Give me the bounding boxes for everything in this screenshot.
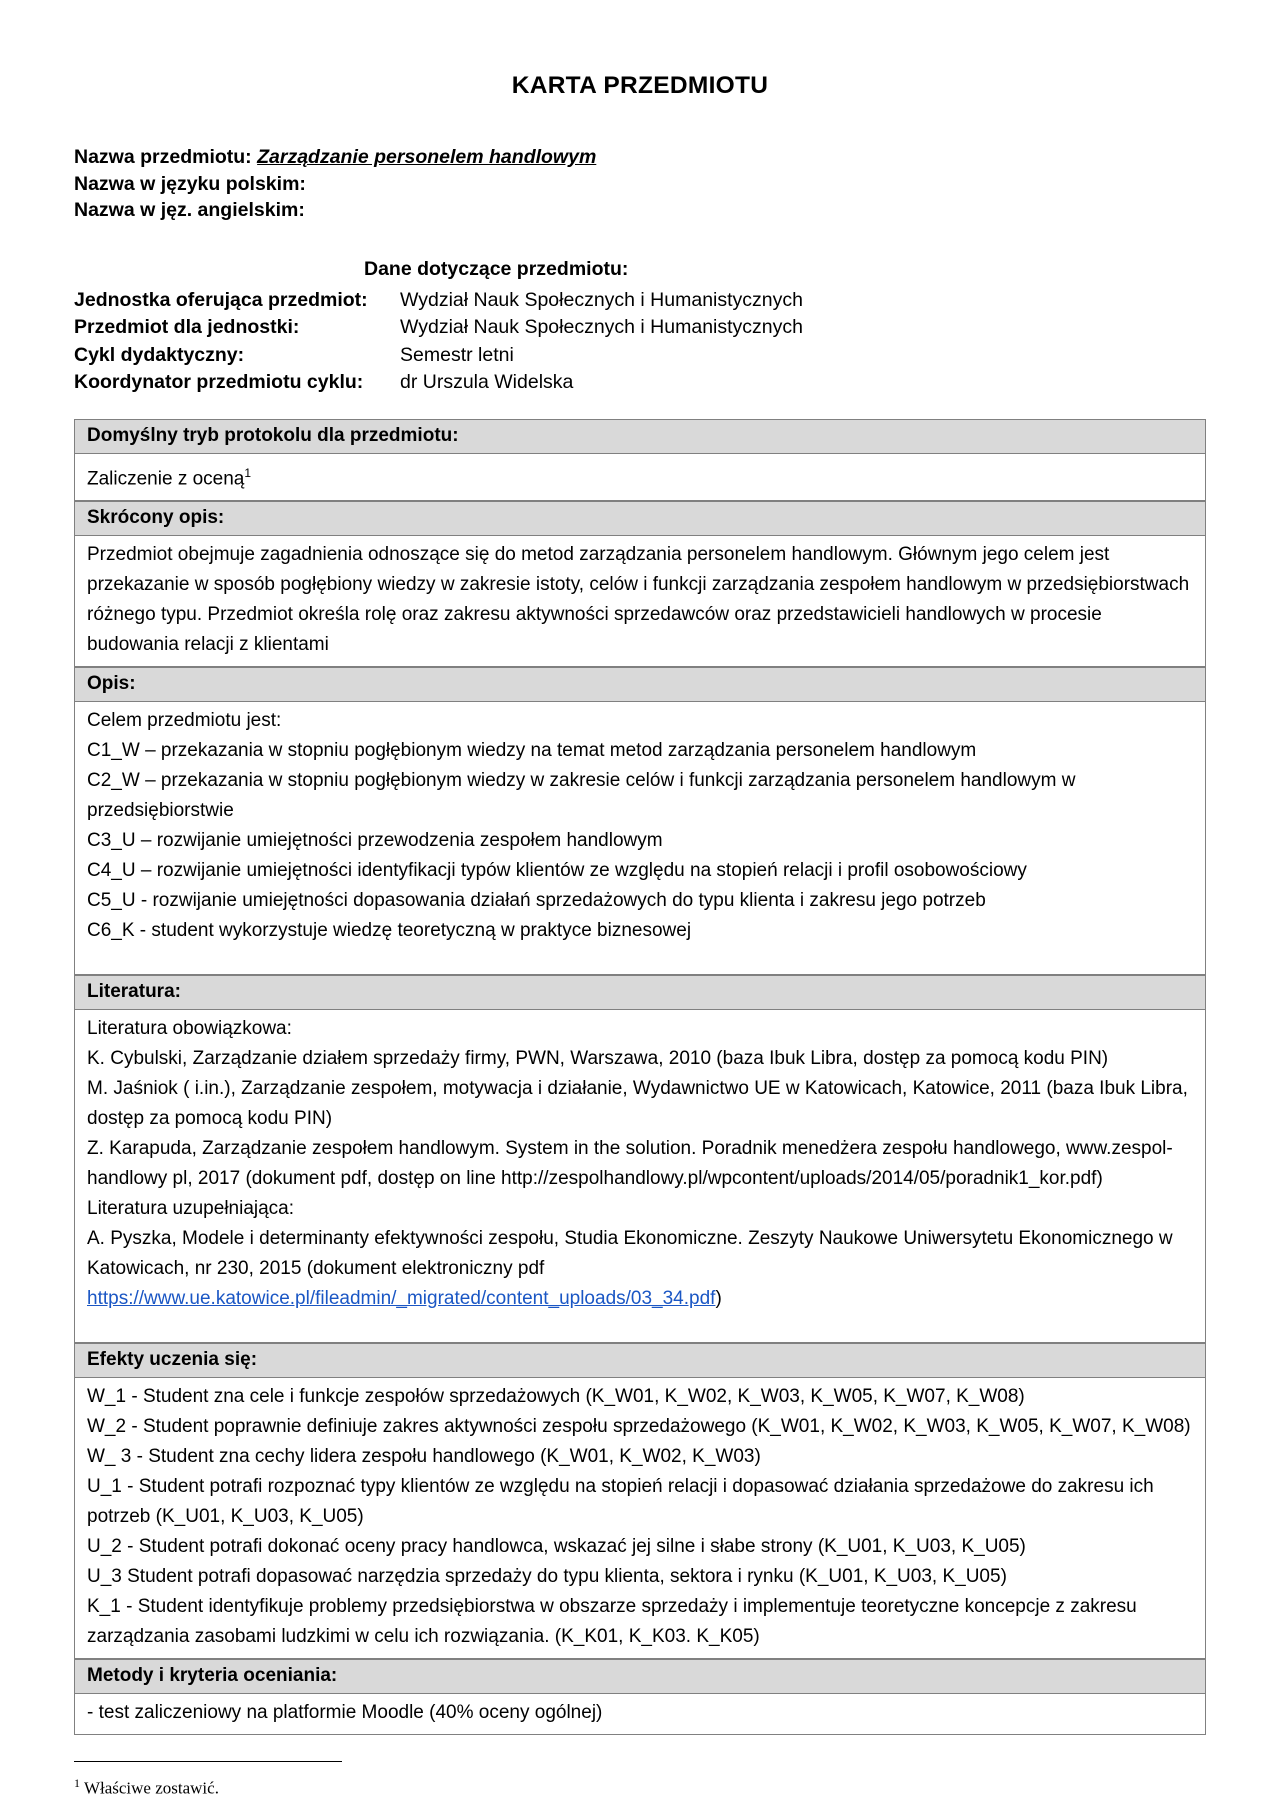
- section-body-description: [75, 702, 1205, 975]
- name-pl-label: Nazwa w języku polskim:: [74, 172, 306, 195]
- literature-supplementary-label: Literatura uzupełniająca:: [87, 1197, 295, 1219]
- subject-data-row: [74, 314, 1206, 342]
- page-title: KARTA PRZEDMIOTU: [511, 72, 769, 99]
- footnote-line: [74, 1771, 1206, 1801]
- description-goal-item: C1_W – przekazania w stopniu pogłębionym wiedzy na temat metod zarządzania personelem handlowym: [87, 739, 977, 761]
- footnote-divider: [74, 1761, 342, 1762]
- literature-required-item: Z. Karapuda, Zarządzanie zespołem handlowym. System in the solution. Poradnik menedżera zespołu handlowego, www.zespol-handlowy pl, 2017 (dokument pdf, dostęp on line http://zespolhandlowy.pl/wpcontent/uploads/2014/05/poradnik1_kor.pdf): [87, 1137, 1173, 1189]
- name-pl-line: [74, 171, 1206, 198]
- subject-data-value: Semestr letni: [400, 343, 514, 366]
- section-body-protocol: [75, 454, 1205, 501]
- subject-name-line: [74, 144, 1206, 171]
- subject-data-grid: [74, 287, 1206, 397]
- subject-data-row: [74, 287, 1206, 315]
- protocol-value: Zaliczenie z oceną: [87, 467, 245, 489]
- description-goal-item: C4_U – rozwijanie umiejętności identyfikacji typów klientów ze względu na stopień relacji i profil osobowościowy: [87, 859, 1027, 881]
- section-body-assessment: [75, 1694, 1205, 1735]
- subject-data-value: Wydział Nauk Społecznych i Humanistycznych: [400, 288, 803, 311]
- learning-outcome-item: U_1 - Student potrafi rozpoznać typy klientów ze względu na stopień relacji i dopasować działania sprzedażowe do zakresu ich potrzeb (K_U01, K_U03, K_U05): [87, 1475, 1154, 1527]
- literature-supplementary-link[interactable]: https://www.ue.katowice.pl/fileadmin/_migrated/content_uploads/03_34.pdf: [87, 1287, 716, 1309]
- section-header-short-description: Skrócony opis:: [75, 501, 1205, 536]
- literature-spacer: [87, 1314, 1193, 1336]
- subject-data-key: Przedmiot dla jednostki:: [74, 316, 300, 338]
- learning-outcome-item: W_1 - Student zna cele i funkcje zespołów sprzedażowych (K_W01, K_W02, K_W03, K_W05, K_W07, K_W08): [87, 1385, 1025, 1407]
- subject-data-value: dr Urszula Widelska: [400, 371, 574, 393]
- subject-name-label: Nazwa przedmiotu:: [74, 146, 252, 168]
- section-body-literature: [75, 1010, 1205, 1343]
- section-header-assessment: Metody i kryteria oceniania:: [75, 1659, 1205, 1694]
- subject-data-key: Jednostka oferująca przedmiot:: [74, 288, 368, 311]
- learning-outcome-item: W_ 3 - Student zna cechy lidera zespołu handlowego (K_W01, K_W02, K_W03): [87, 1445, 761, 1467]
- footnote-number: 1: [74, 1775, 80, 1790]
- footnote-marker: 1: [244, 465, 252, 480]
- literature-required-label: Literatura obowiązkowa:: [87, 1017, 292, 1039]
- literature-supplementary-item: A. Pyszka, Modele i determinanty efektywności zespołu, Studia Ekonomiczne. Zeszyty Naukowe Uniwersytetu Ekonomicznego w Katowicach, nr 230, 2015 (dokument elektroniczny pdf: [87, 1227, 1173, 1279]
- literature-required-item: K. Cybulski, Zarządzanie działem sprzedaży firmy, PWN, Warszawa, 2010 (baza Ibuk Libra, dostęp za pomocą kodu PIN): [87, 1047, 1109, 1069]
- learning-outcome-item: U_3 Student potrafi dopasować narzędzia sprzedaży do typu klienta, sektora i rynku (K_U01, K_U03, K_U05): [87, 1565, 1007, 1587]
- description-intro: Celem przedmiotu jest:: [87, 709, 282, 731]
- section-body-short-description: [75, 536, 1205, 667]
- literature-link-suffix: ): [715, 1287, 722, 1309]
- name-en-line: [74, 197, 1206, 224]
- footnote-area: [74, 1761, 1206, 1801]
- subject-data-heading: Dane dotyczące przedmiotu:: [364, 257, 629, 280]
- description-goal-item: C5_U - rozwijanie umiejętności dopasowania działań sprzedażowych do typu klienta i zakresu jego potrzeb: [87, 889, 986, 911]
- section-header-literature: Literatura:: [75, 975, 1205, 1010]
- description-goal-item: C2_W – przekazania w stopniu pogłębionym wiedzy w zakresie celów i funkcji zarządzania personelem handlowym w przedsiębiorstwie: [87, 769, 1076, 821]
- subject-data-row: [74, 369, 1206, 397]
- subject-data-value: Wydział Nauk Społecznych i Humanistycznych: [400, 316, 803, 338]
- subject-name-block: [74, 144, 1206, 224]
- section-header-protocol: Domyślny tryb protokolu dla przedmiotu:: [75, 420, 1205, 454]
- subject-card-table: [74, 419, 1206, 1735]
- footnote-body: Właściwe zostawić.: [83, 1778, 219, 1798]
- short-description-text: Przedmiot obejmuje zagadnienia odnoszące się do metod zarządzania personelem handlowym. Głównym jego celem jest przekazanie w sposób pogłębiony wiedzy w zakresie istoty, celów i funkcji zarządzania zespołem handlowym w przedsiębiorstwach różnego typu. Przedmiot określa rolę oraz zakresu aktywności sprzedawców oraz przedstawicieli handlowych w procesie budowania relacji z klientami: [87, 543, 1190, 655]
- learning-outcome-item: W_2 - Student poprawnie definiuje zakres aktywności zespołu sprzedażowego (K_W01, K_W02, K_W03, K_W05, K_W07, K_W08): [87, 1415, 1191, 1437]
- learning-outcome-item: K_1 - Student identyfikuje problemy przedsiębiorstwa w obszarze sprzedaży i implementuje teoretyczne koncepcje z zakresu zarządzania zasobami ludzkimi w celu ich rozwiązania. (K_K01, K_K03. K_K05): [87, 1595, 1137, 1647]
- description-goal-item: C3_U – rozwijanie umiejętności przewodzenia zespołem handlowym: [87, 829, 663, 851]
- subject-name-value: Zarządzanie personelem handlowym: [257, 146, 597, 168]
- description-goal-item: C6_K - student wykorzystuje wiedzę teoretyczną w praktyce biznesowej: [87, 919, 692, 941]
- subject-data-row: [74, 342, 1206, 370]
- learning-outcome-item: U_2 - Student potrafi dokonać oceny pracy handlowca, wskazać jej silne i słabe strony (K_U01, K_U03, K_U05): [87, 1535, 1026, 1557]
- name-en-label: Nazwa w jęz. angielskim:: [74, 199, 305, 221]
- subject-data-key: Cykl dydaktyczny:: [74, 343, 245, 366]
- section-body-learning-outcomes: [75, 1378, 1205, 1659]
- section-header-description: Opis:: [75, 667, 1205, 702]
- literature-supplementary-link-line: [87, 1284, 1193, 1314]
- description-spacer: [87, 946, 1193, 968]
- section-header-learning-outcomes: Efekty uczenia się:: [75, 1343, 1205, 1378]
- assessment-item: - test zaliczeniowy na platformie Moodle (40% oceny ogólnej): [87, 1701, 603, 1723]
- protocol-value-line: [87, 458, 1193, 494]
- subject-data-key: Koordynator przedmiotu cyklu:: [74, 371, 364, 393]
- literature-required-item: M. Jaśniok ( i.in.), Zarządzanie zespołem, motywacja i działanie, Wydawnictwo UE w Katowicach, Katowice, 2011 (baza Ibuk Libra, dostęp za pomocą kodu PIN): [87, 1077, 1188, 1129]
